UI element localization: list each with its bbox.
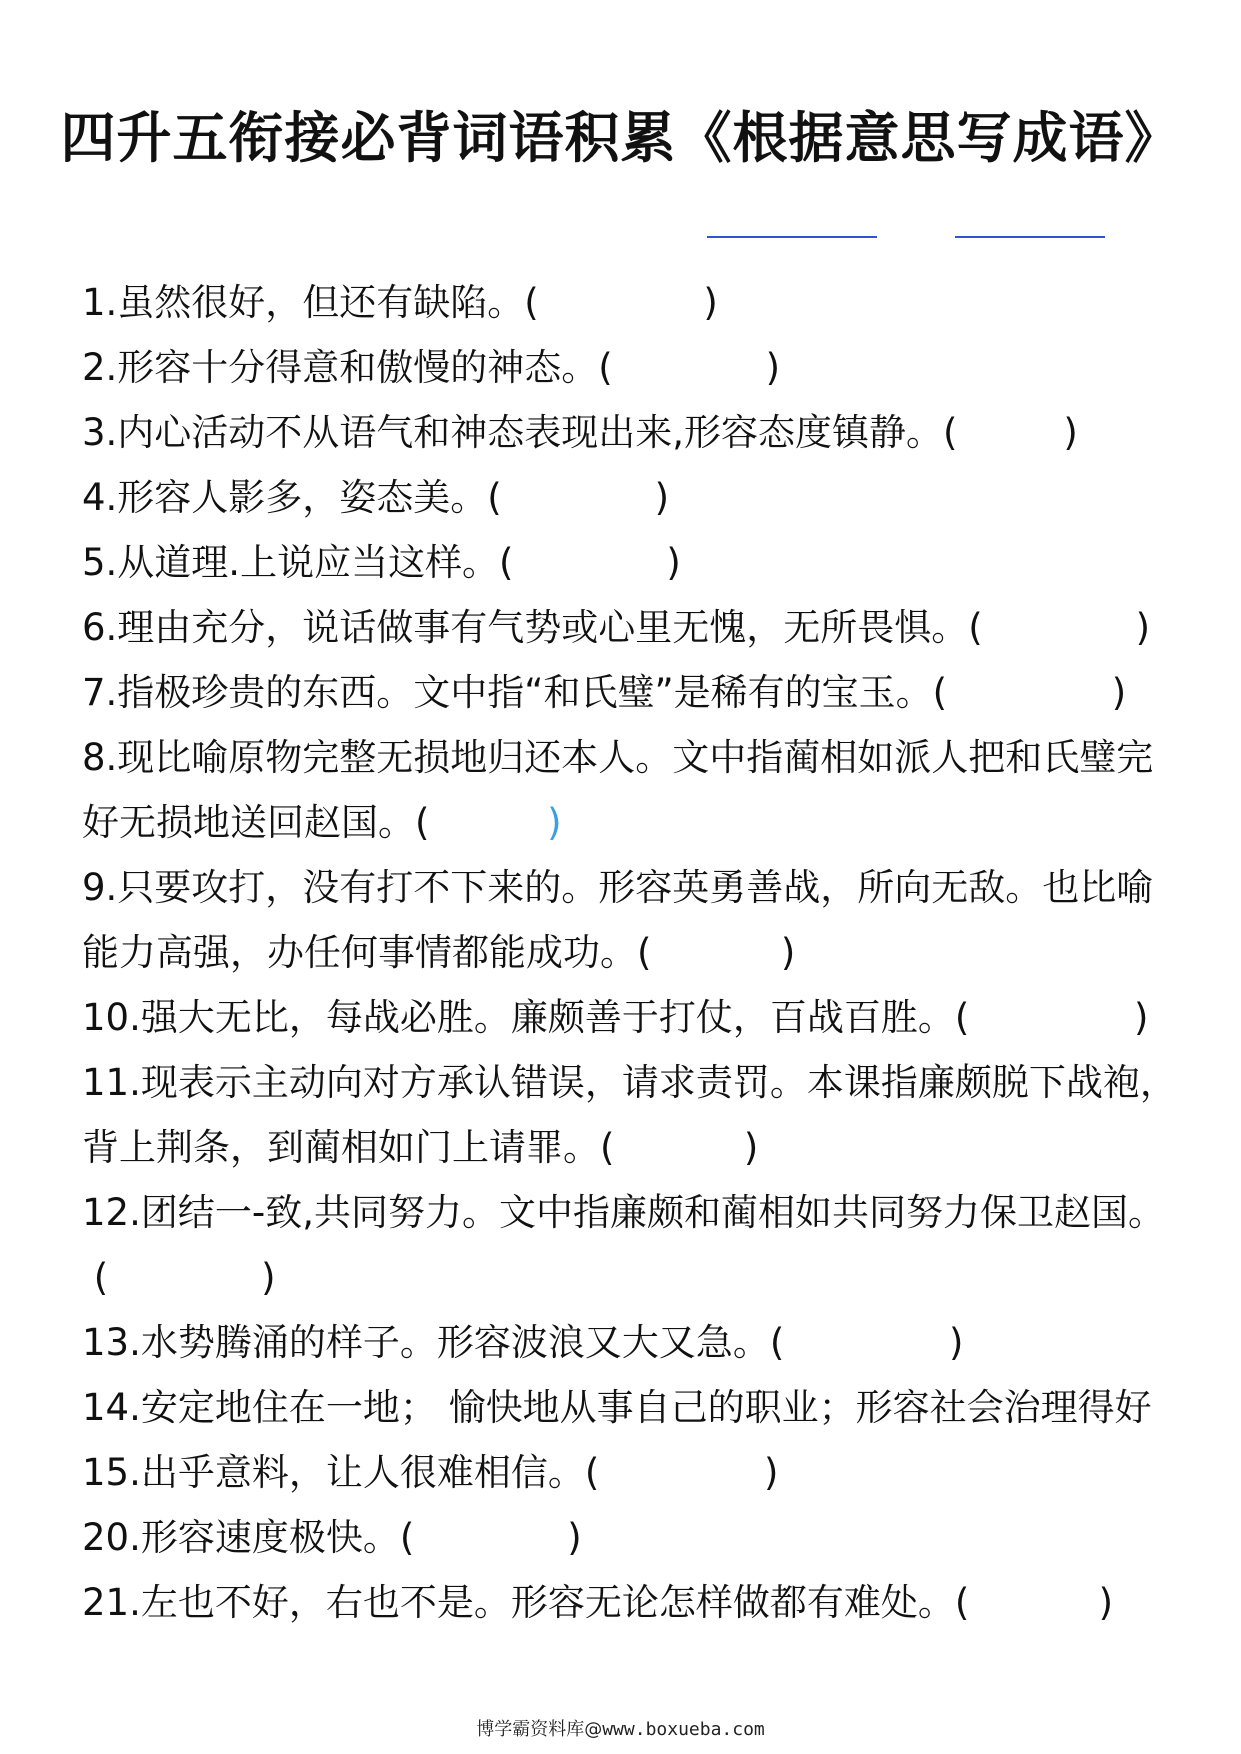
closing-paren: ) <box>743 1126 759 1169</box>
question-text: ( <box>82 1256 109 1299</box>
question-text: 12.团结一-致,共同努力。文中指廉颇和蔺相如共同努力保卫赵国。 <box>82 1191 1165 1234</box>
question-line <box>82 465 1172 530</box>
page-title: 四升五衔接必背词语积累《根据意思写成语》 <box>60 106 1181 170</box>
closing-paren: ) <box>261 1256 276 1299</box>
answer-blank[interactable] <box>539 281 704 324</box>
question-text: 13.水势腾涌的样子。形容波浪又大又急。( <box>82 1321 785 1364</box>
question-line <box>82 1115 1172 1180</box>
question-line <box>82 725 1172 790</box>
closing-paren: ) <box>654 476 670 519</box>
closing-paren: ) <box>948 1321 964 1364</box>
question-line <box>82 595 1172 660</box>
question-line <box>82 530 1172 595</box>
question-list <box>82 270 1177 1635</box>
answer-blank[interactable] <box>969 1581 1098 1624</box>
answer-blank[interactable] <box>613 346 766 389</box>
closing-paren: ) <box>765 346 781 389</box>
answer-blank[interactable] <box>784 1321 949 1364</box>
footer <box>0 1718 1241 1742</box>
question-line <box>82 855 1172 920</box>
answer-blank[interactable] <box>599 1451 764 1494</box>
answer-blank[interactable] <box>108 1256 261 1299</box>
answer-blank[interactable] <box>614 1126 743 1169</box>
answer-blank[interactable] <box>983 606 1136 649</box>
footer-url: www.boxueba.com <box>602 1719 765 1740</box>
question-line <box>82 1505 1172 1570</box>
question-text: 7.指极珍贵的东西。文中指“和氏璧”是稀有的宝玉。( <box>82 671 948 714</box>
closing-paren: ) <box>1063 411 1078 454</box>
question-text: 4.形容人影多，姿态美。( <box>82 476 502 519</box>
answer-blank[interactable] <box>947 671 1112 714</box>
question-line <box>82 1570 1172 1635</box>
answer-blank[interactable] <box>969 996 1134 1039</box>
question-text: 11.现表示主动向对方承认错误，请求责罚。本课指廉颇脱下战袍， <box>82 1061 1177 1104</box>
score-field-underline <box>955 236 1105 238</box>
question-text: 好无损地送回赵国。( <box>82 801 430 844</box>
question-line <box>82 660 1172 725</box>
answer-blank[interactable] <box>958 411 1064 454</box>
closing-paren: ) <box>1098 1581 1114 1624</box>
question-text: 3.内心活动不从语气和神态表现出来,形容态度镇静。( <box>82 411 958 454</box>
closing-paren: ) <box>780 931 796 974</box>
question-line <box>82 1245 1172 1310</box>
question-text: 9.只要攻打，没有打不下来的。形容英勇善战，所向无敌。也比喻 <box>82 866 1154 909</box>
answer-blank[interactable] <box>502 476 655 519</box>
question-line <box>82 1180 1172 1245</box>
question-text: 2.形容十分得意和傲慢的神态。( <box>82 346 613 389</box>
question-line <box>82 1050 1177 1115</box>
closing-paren: ) <box>547 801 562 844</box>
question-text: 14.安定地住在一地； 愉快地从事自己的职业；形容社会治理得好 <box>82 1386 1152 1429</box>
answer-blank[interactable] <box>651 931 780 974</box>
question-line <box>82 400 1172 465</box>
question-line <box>82 790 1172 855</box>
closing-paren: ) <box>703 281 718 324</box>
name-field-underline <box>707 236 877 238</box>
closing-paren: ) <box>567 1516 582 1559</box>
question-text: 21.左也不好，右也不是。形容无论怎样做都有难处。( <box>82 1581 970 1624</box>
closing-paren: ) <box>763 1451 779 1494</box>
question-text: 背上荆条，到蔺相如门上请罪。( <box>82 1126 615 1169</box>
closing-paren: ) <box>1111 671 1127 714</box>
question-line <box>82 920 1172 985</box>
question-line <box>82 985 1172 1050</box>
question-text: 6.理由充分，说话做事有气势或心里无愧，无所畏惧。( <box>82 606 983 649</box>
closing-paren: ) <box>1133 996 1149 1039</box>
question-text: 能力高强，办任何事情都能成功。( <box>82 931 652 974</box>
answer-blank[interactable] <box>414 1516 567 1559</box>
answer-blank[interactable] <box>514 541 667 584</box>
question-line <box>82 335 1172 400</box>
answer-blank[interactable] <box>429 801 547 844</box>
footer-site-name: 博学霸资料库@ <box>476 1719 603 1740</box>
closing-paren: ) <box>1135 606 1151 649</box>
closing-paren: ) <box>666 541 681 584</box>
question-line <box>82 1310 1172 1375</box>
question-line <box>82 270 1172 335</box>
question-text: 10.强大无比，每战必胜。廉颇善于打仗，百战百胜。( <box>82 996 970 1039</box>
question-line <box>82 1440 1172 1505</box>
question-text: 5.从道理.上说应当这样。( <box>82 541 514 584</box>
question-text: 15.出乎意料，让人很难相信。( <box>82 1451 600 1494</box>
question-text: 8.现比喻原物完整无损地归还本人。文中指蔺相如派人把和氏璧完 <box>82 736 1154 779</box>
question-text: 1.虽然很好，但还有缺陷。( <box>82 281 539 324</box>
question-text: 20.形容速度极快。( <box>82 1516 415 1559</box>
question-line <box>82 1375 1172 1440</box>
